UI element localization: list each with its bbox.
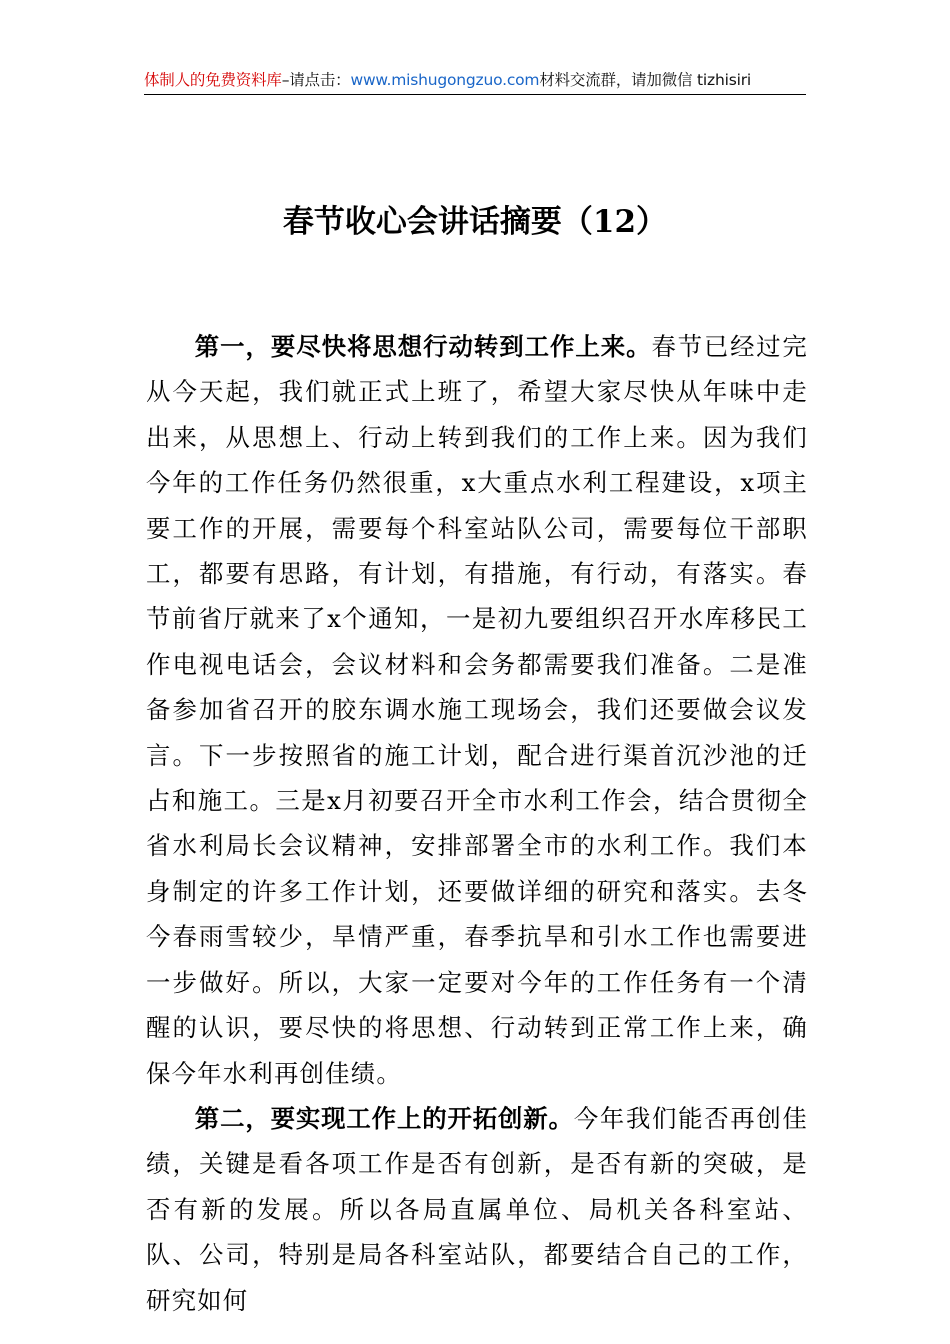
document-body [146,324,808,1323]
paragraph-1-text: 春节已经过完从今天起，我们就正式上班了，希望大家尽快从年味中走出来，从思想上、行动上转到我们的工作上来。因为我们今年的工作任务仍然很重，x大重点水利工程建设，x项主要工作的开展，需要每个科室站队公司，需要每位干部职工，都要有思路，有计划，有措施，有行动，有落实。春节前省厅就来了x个通知，一是初九要组织召开水库移民工作电视电话会，会议材料和会务都需要我们准备。二是准备参加省召开的胶东调水施工现场会，我们还要做会议发言。下一步按照省的施工计划，配合进行渠首沉沙池的迁占和施工。三是x月初要召开全市水利工作会，结合贯彻全省水利局长会议精神，安排部署全市的水利工作。我们本身制定的许多工作计划，还要做详细的研究和落实。去冬今春雨雪较少，旱情严重，春季抗旱和引水工作也需要进一步做好。所以，大家一定要对今年的工作任务有一个清醒的认识，要尽快的将思想、行动转到正常工作上来，确保今年水利再创佳绩。 [146,332,809,1088]
paragraph-2 [146,1096,808,1323]
header-url-link[interactable]: www.mishugongzuo.com [350,71,540,89]
header-contact: 材料交流群，请加微信 tizhisiri [539,71,751,89]
header-site-name: 体制人的免费资料库 [144,71,282,89]
paragraph-2-text: 今年我们能否再创佳绩，关键是看各项工作是否有创新，是否有新的突破，是否有新的发展。所以各局直属单位、局机关各科室站、队、公司，特别是局各科室站队，都要结合自己的工作，研究如何 [146,1103,808,1315]
header-prompt: –请点击： [281,71,351,89]
document-title: 春节收心会讲话摘要（12） [282,204,668,240]
paragraph-1 [146,324,808,1096]
page-header [144,68,806,95]
paragraph-2-lead: 第二，要实现工作上的开拓创新。 [194,1103,574,1133]
paragraph-1-lead: 第一，要尽快将思想行动转到工作上来。 [194,332,652,361]
